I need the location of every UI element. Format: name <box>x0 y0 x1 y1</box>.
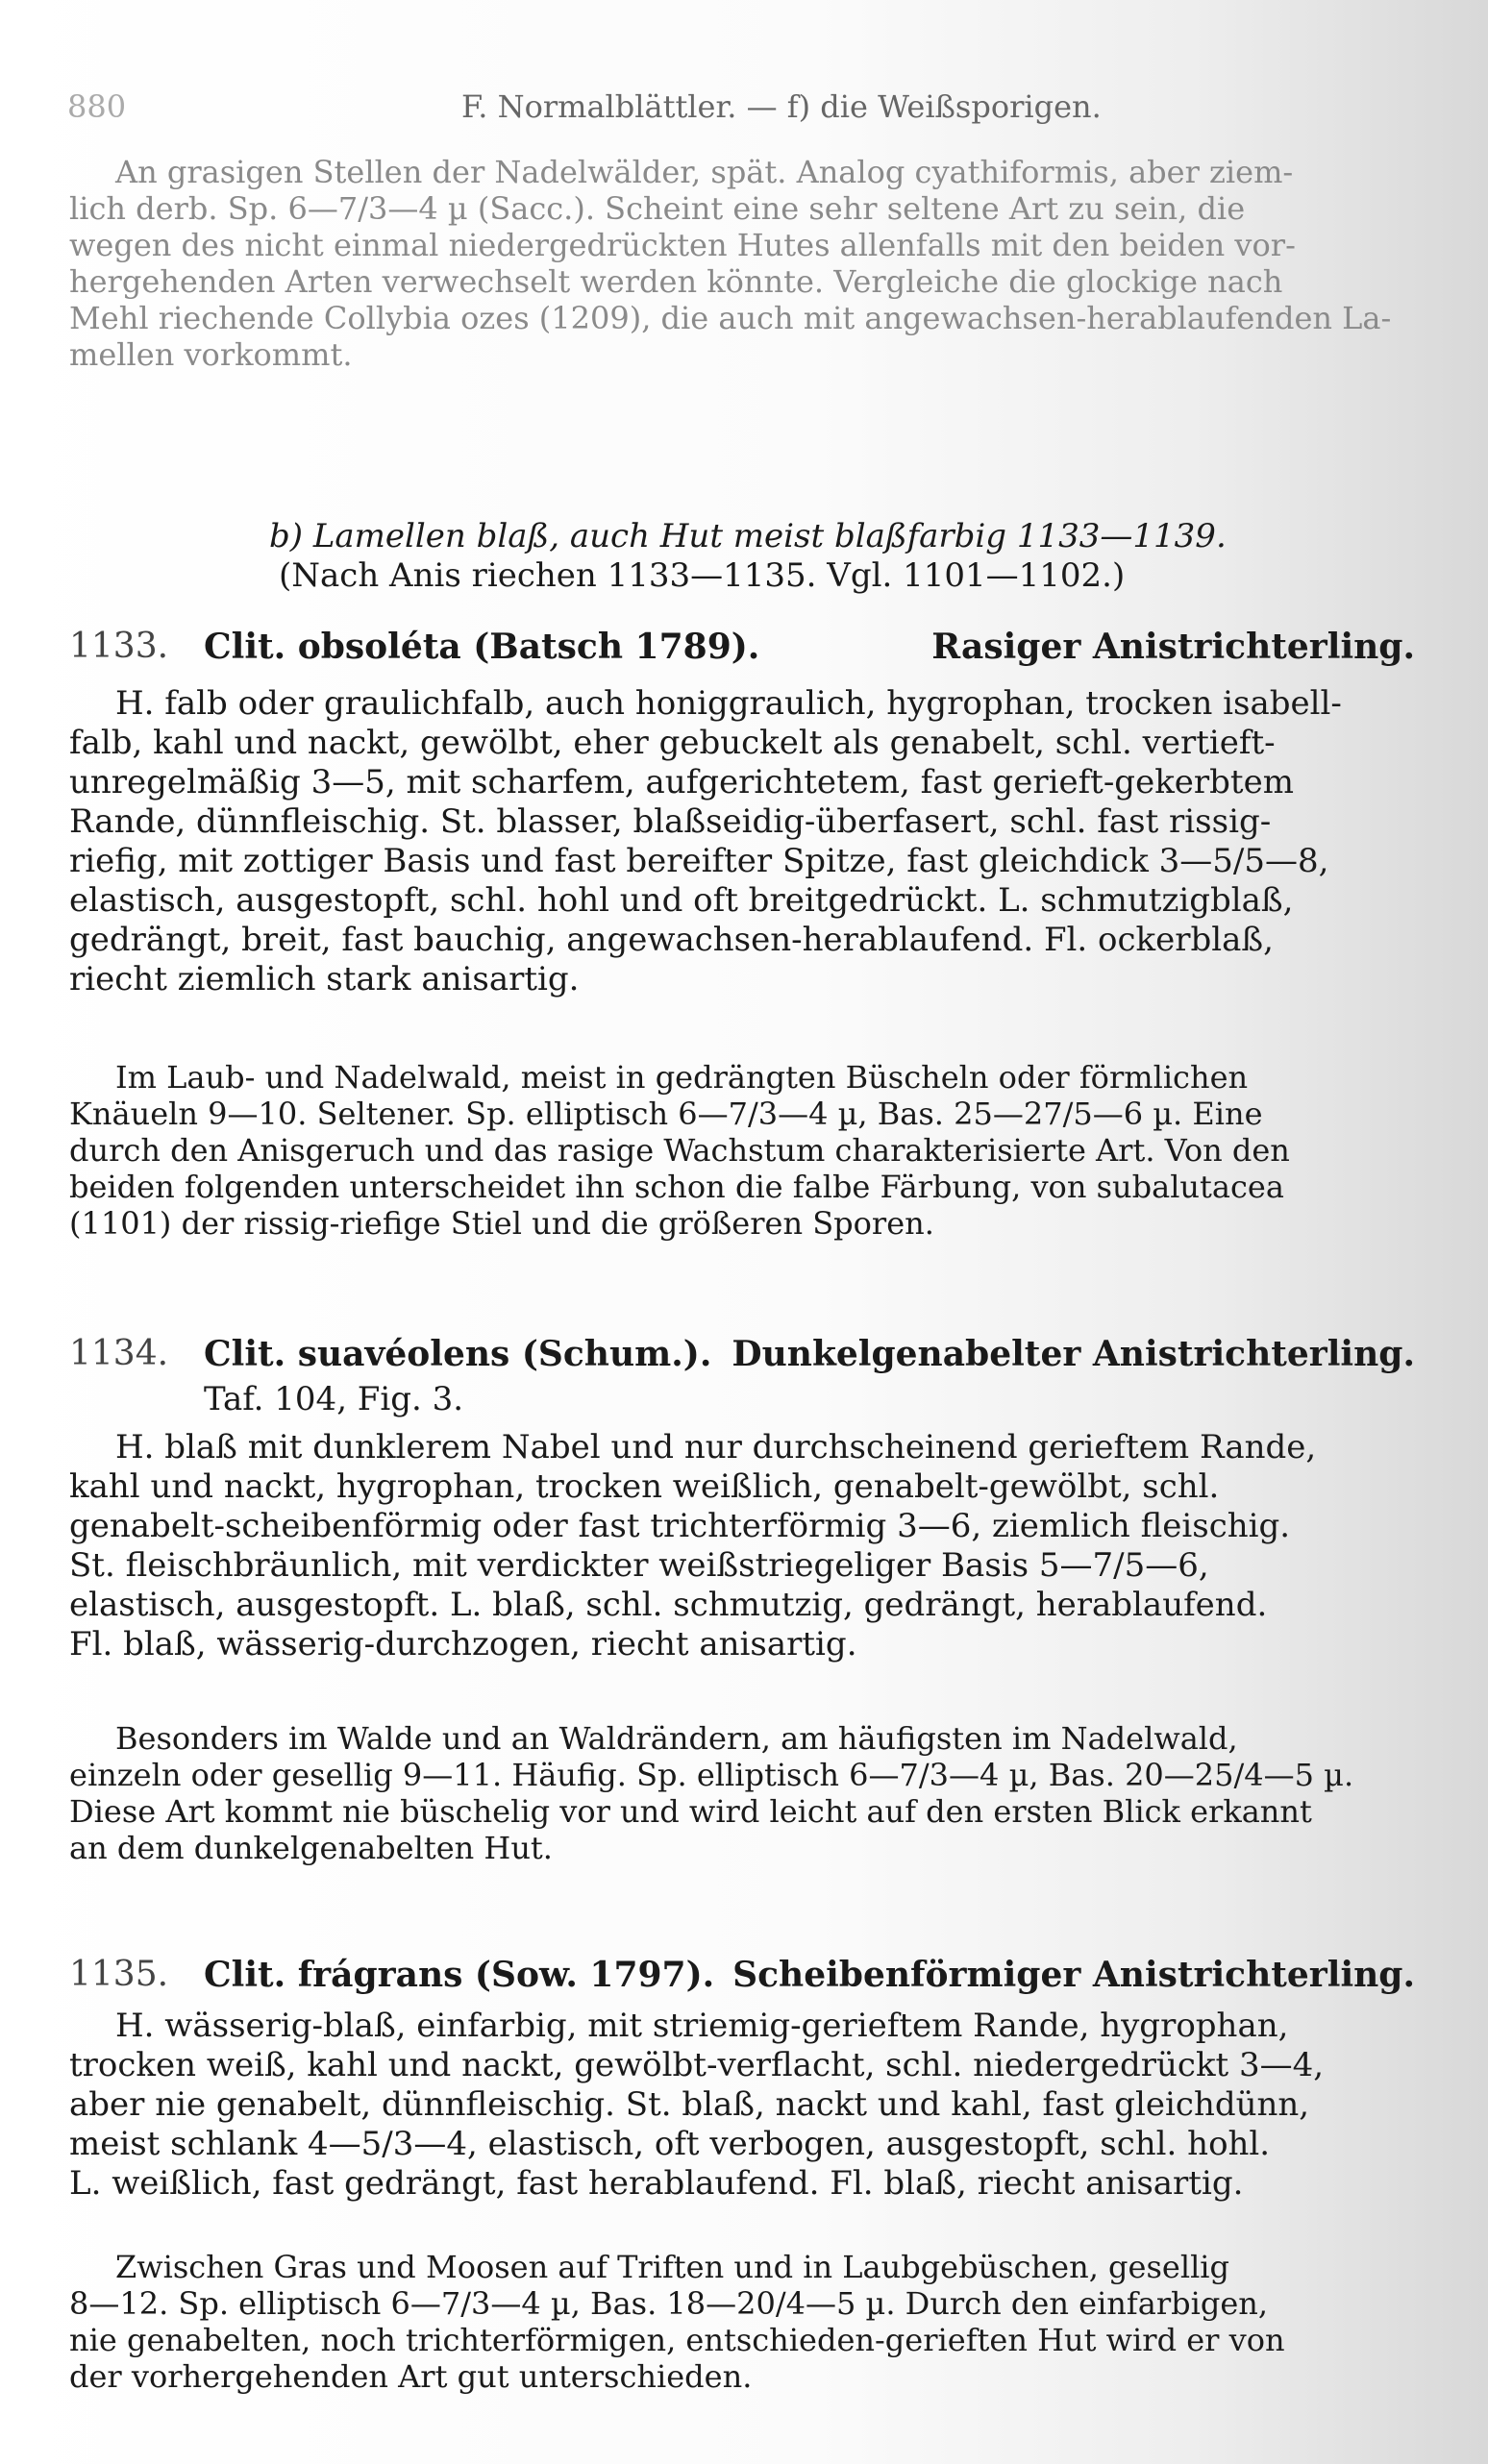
german-name: Dunkelgenabelter Anistrichterling. <box>732 1334 1415 1374</box>
entry-title-1135 <box>69 1955 1415 2005</box>
text-line: Rande, dünnfleischig. St. blasser, blaßseidig-überfasert, schl. fast rissig- <box>69 802 1272 841</box>
running-title: F. Normalblättler. — f) die Weißsporigen. <box>461 88 1102 125</box>
text-line: beiden folgenden unterscheidet ihn schon die falbe Färbung, von subalutacea <box>69 1169 1284 1205</box>
intro-paragraph <box>69 154 1415 373</box>
text-line: gedrängt, breit, fast bauchig, angewachsen-herablaufend. Fl. ockerblaß, <box>69 921 1274 959</box>
text-line: 8—12. Sp. elliptisch 6—7/3—4 µ, Bas. 18—20/4—5 µ. Durch den einfarbigen, <box>69 2285 1269 2322</box>
text-line: elastisch, ausgestopft. L. blaß, schl. schmutzig, gedrängt, herablaufend. <box>69 1586 1268 1624</box>
entry-notes-1134 <box>69 1720 1415 1866</box>
text-line: wegen des nicht einmal niedergedrückten Hutes allenfalls mit den beiden vor- <box>69 227 1296 263</box>
text-line: An grasigen Stellen der Nadelwälder, spät. Analog cyathiformis, aber ziem- <box>115 154 1294 190</box>
section-heading-line: b) Lamellen blaß, auch Hut meist blaßfarbig 1133—1139. <box>269 517 1227 555</box>
text-line: kahl und nackt, hygrophan, trocken weißlich, genabelt-gewölbt, schl. <box>69 1467 1220 1506</box>
latin-name: Clit. frágrans (Sow. 1797). <box>204 1955 715 1995</box>
text-line: lich derb. Sp. 6—7/3—4 µ (Sacc.). Scheint eine sehr seltene Art zu sein, die <box>69 190 1246 227</box>
text-line: Zwischen Gras und Moosen auf Triften und in Laubgebüschen, gesellig <box>115 2249 1230 2285</box>
text-line: meist schlank 4—5/3—4, elastisch, oft verbogen, ausgestopft, schl. hohl. <box>69 2125 1271 2163</box>
latin-name: Clit. suavéolens (Schum.). <box>204 1334 712 1374</box>
entry-number: 1133. <box>69 627 169 666</box>
text-line: durch den Anisgeruch und das rasige Wachstum charakterisierte Art. Von den <box>69 1132 1290 1169</box>
text-line: L. weißlich, fast gedrängt, fast herablaufend. Fl. blaß, riecht anisartig. <box>69 2164 1244 2203</box>
text-line: genabelt-scheibenförmig oder fast trichterförmig 3—6, ziemlich fleischig. <box>69 1507 1291 1545</box>
text-line: elastisch, ausgestopft, schl. hohl und oft breitgedrückt. L. schmutzigblaß, <box>69 881 1294 920</box>
text-line: H. falb oder graulichfalb, auch honiggraulich, hygrophan, trocken isabell- <box>115 684 1342 723</box>
text-line: hergehenden Arten verwechselt werden könnte. Vergleiche die glockige nach <box>69 263 1283 300</box>
text-line: nie genabelten, noch trichterförmigen, entschieden-gerieften Hut wird er von <box>69 2322 1285 2358</box>
text-line: riefig, mit zottiger Basis und fast bereifter Spitze, fast gleichdick 3—5/5—8, <box>69 842 1329 880</box>
text-line: (1101) der rissig-riefige Stiel und die größeren Sporen. <box>69 1205 934 1242</box>
page-number: 880 <box>67 88 127 125</box>
section-heading-line: (Nach Anis riechen 1133—1135. Vgl. 1101—1102.) <box>279 556 1126 595</box>
text-line: unregelmäßig 3—5, mit scharfem, aufgerichtetem, fast gerieft-gekerbtem <box>69 763 1294 801</box>
text-line: Mehl riechende Collybia ozes (1209), die auch mit angewachsen-herablaufenden La- <box>69 300 1392 336</box>
text-line: St. fleischbräunlich, mit verdickter weißstriegeliger Basis 5—7/5—6, <box>69 1546 1209 1585</box>
plate-reference: Taf. 104, Fig. 3. <box>204 1380 464 1418</box>
text-line: falb, kahl und nackt, gewölbt, eher gebuckelt als genabelt, schl. vertieft- <box>69 724 1276 762</box>
entry-number: 1135. <box>69 1955 169 1994</box>
text-line: Besonders im Walde und an Waldrändern, am häufigsten im Nadelwald, <box>115 1720 1238 1757</box>
text-line: einzeln oder gesellig 9—11. Häufig. Sp. elliptisch 6—7/3—4 µ, Bas. 20—25/4—5 µ. <box>69 1757 1354 1793</box>
entry-number: 1134. <box>69 1334 169 1373</box>
entry-notes-1133 <box>69 1059 1415 1242</box>
german-name: Scheibenförmiger Anistrichterling. <box>732 1955 1415 1995</box>
text-line: an dem dunkelgenabelten Hut. <box>69 1830 553 1866</box>
entry-description-1134 <box>69 1428 1415 1664</box>
entry-title-1134 <box>69 1334 1415 1384</box>
entry-notes-1135 <box>69 2249 1415 2395</box>
text-line: aber nie genabelt, dünnfleischig. St. blaß, nackt und kahl, fast gleichdünn, <box>69 2085 1310 2124</box>
entry-description-1133 <box>69 684 1415 999</box>
text-line: Fl. blaß, wässerig-durchzogen, riecht anisartig. <box>69 1625 857 1663</box>
text-line: Diese Art kommt nie büschelig vor und wird leicht auf den ersten Blick erkannt <box>69 1793 1312 1830</box>
text-line: Knäueln 9—10. Seltener. Sp. elliptisch 6—7/3—4 µ, Bas. 25—27/5—6 µ. Eine <box>69 1096 1263 1132</box>
latin-name: Clit. obsoléta (Batsch 1789). <box>204 627 760 667</box>
running-header <box>67 88 1413 136</box>
entry-title-1133 <box>69 627 1415 677</box>
text-line: trocken weiß, kahl und nackt, gewölbt-verflacht, schl. niedergedrückt 3—4, <box>69 2046 1325 2084</box>
text-line: H. wässerig-blaß, einfarbig, mit striemig-gerieftem Rande, hygrophan, <box>115 2007 1289 2045</box>
text-line: H. blaß mit dunklerem Nabel und nur durchscheinend gerieftem Rande, <box>115 1428 1317 1466</box>
text-line: der vorhergehenden Art gut unterschieden. <box>69 2358 753 2395</box>
text-line: Im Laub- und Nadelwald, meist in gedrängten Büscheln oder förmlichen <box>115 1059 1249 1096</box>
text-line: riecht ziemlich stark anisartig. <box>69 960 580 998</box>
text-line: mellen vorkommt. <box>69 336 353 373</box>
german-name: Rasiger Anistrichterling. <box>931 627 1415 667</box>
entry-description-1135 <box>69 2007 1415 2204</box>
section-heading <box>269 517 1327 596</box>
